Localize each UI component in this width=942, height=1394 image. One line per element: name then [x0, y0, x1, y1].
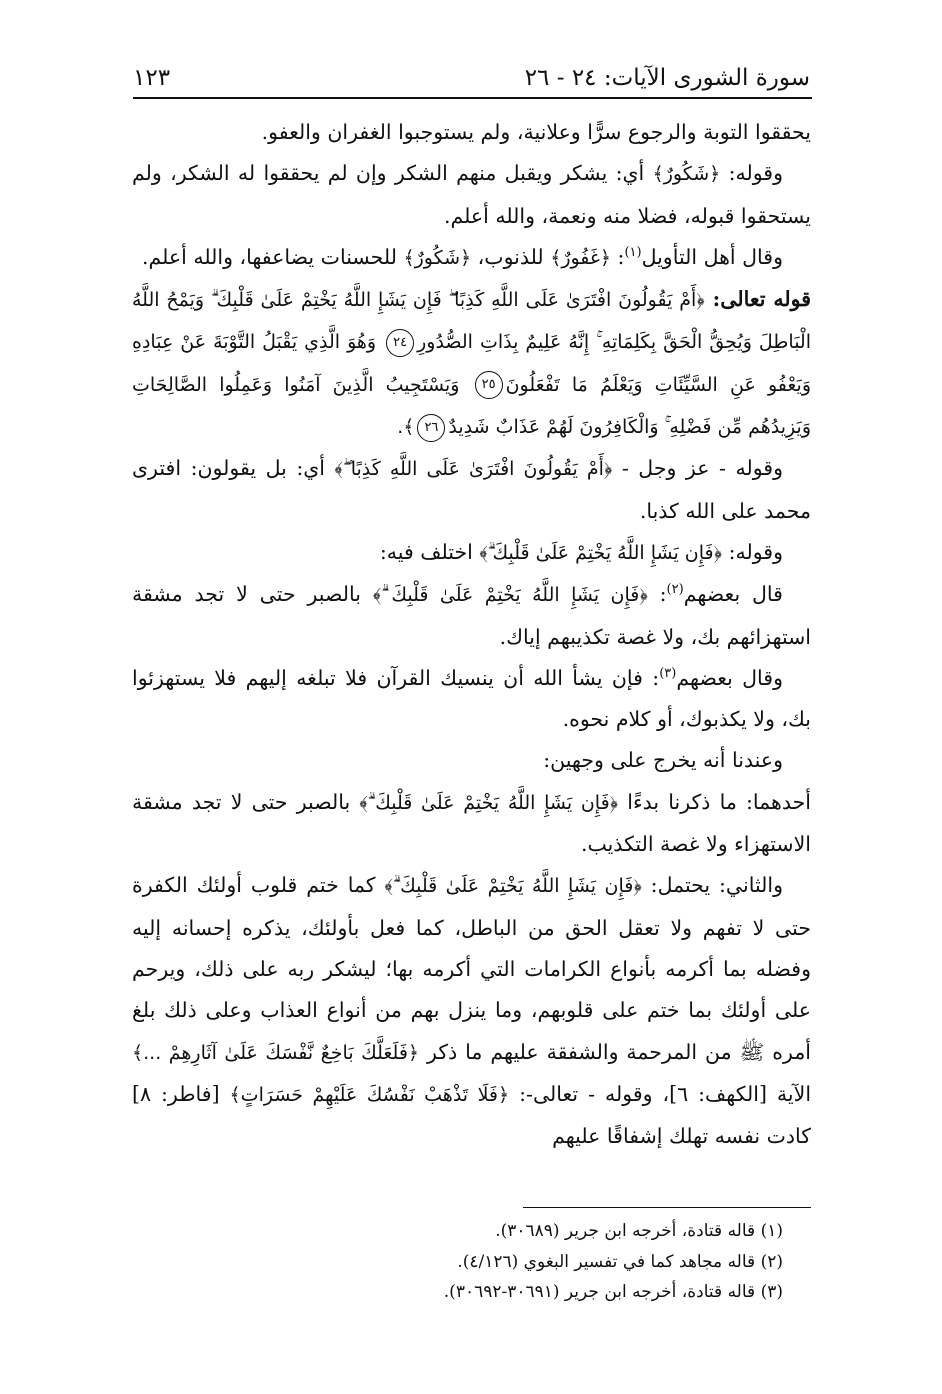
header-title: سورة الشورى الآيات: ٢٤ - ٢٦ — [524, 65, 810, 91]
paragraph-text: : فإن يشأ الله أن ينسيك القرآن فلا تبلغه إليهم فلا يستهزئوا بك، ولا يكذبوك، أو كلام نحوه. — [132, 665, 811, 732]
footnote-ref: (٢) — [666, 582, 684, 598]
paragraph — [132, 740, 811, 781]
paragraph — [132, 153, 811, 237]
quran-quote: ﴿غَفُورٌ﴾ — [550, 246, 611, 269]
paragraph — [132, 658, 811, 741]
paragraph — [132, 237, 811, 279]
paragraph-text: وقوله: — [720, 161, 783, 186]
footnote-ref: (٣) — [659, 666, 677, 682]
paragraph — [132, 865, 811, 1157]
ayah-number-marker: ٢٦ — [417, 414, 445, 442]
quran-quote: ﴿شَكُورٌ﴾ — [403, 246, 472, 269]
running-header — [133, 58, 810, 98]
paragraph — [132, 448, 811, 532]
paragraph-text: للحسنات يضاعفها، والله أعلم. — [141, 244, 404, 269]
paragraph — [132, 532, 811, 574]
paragraph-text: أي: بل يقولون: افترى محمد على الله كذبا. — [132, 456, 811, 523]
quran-quote: ﴿فَإِن يَشَإِ اللَّهُ يَخْتِمْ عَلَىٰ قَلْبِكَ ۗ﴾ — [479, 541, 723, 564]
paragraph — [132, 782, 811, 866]
paragraph-text: وقال بعضهم — [676, 665, 784, 690]
main-text — [132, 112, 811, 1157]
page-number: ١٢٣ — [133, 65, 171, 91]
quran-quote: ﴿فَلَا تَذْهَبْ نَفْسُكَ عَلَيْهِمْ حَسَرَاتٍ﴾ — [229, 1083, 510, 1106]
paragraph-text: أحدهما: ما ذكرنا بدءًا — [618, 789, 811, 814]
quran-verse-end: ﴾. — [397, 416, 415, 439]
quran-verse: وَهُوَ الَّذِي يَقْبَلُ التَّوْبَةَ عَنْ عِبَادِهِ وَيَعْفُو عَنِ السَّيِّئَاتِ وَيَعْلَمُ مَا تَفْعَلُونَ — [132, 331, 811, 396]
ayah-number-marker: ٢٤ — [386, 329, 414, 357]
paragraph-text: وقوله: — [722, 539, 783, 564]
quran-quote: ﴿فَلَعَلَّكَ بَاخِعٌ نَّفْسَكَ عَلَىٰ آثَارِهِمْ ...﴾ — [132, 1041, 420, 1064]
paragraph — [132, 574, 811, 658]
paragraph-text: وقال أهل التأويل — [641, 244, 783, 269]
footnote: (١) قاله قتادة، أخرجه ابن جرير (٣٠٦٨٩). — [495, 1221, 783, 1241]
paragraph-text: للذنوب، — [471, 244, 551, 269]
verse-lead: قوله تعالى: — [704, 287, 811, 312]
footnote: (٢) قاله مجاهد كما في تفسير البغوي (٤/١٢٦). — [457, 1251, 783, 1272]
header-rule — [133, 97, 812, 99]
paragraph-text: يحققوا التوبة والرجوع سرًّا وعلانية، ولم يستوجبوا الغفران والعفو. — [261, 120, 811, 144]
paragraph-text: : — [611, 244, 625, 269]
verse-block — [132, 279, 811, 448]
quran-quote: ﴿فَإِن يَشَإِ اللَّهُ يَخْتِمْ عَلَىٰ قَلْبِكَ ۗ﴾ — [384, 875, 642, 898]
paragraph-text: كما ختم قلوب أولئك الكفرة حتى لا تفهم ولا تعقل الحق من الباطل، كما فعل بأولئك، يذكره إحسانه إليه وفضله بما أكرمه بأنواع الكرامات التي أكرمه بها؛ ليشكر ربه على ذلك، ويرحم على أولئك بما ختم على قلوبهم، وما ينزل بهم من أنواع العذاب وعلى ذلك بلغ أمره ﷺ من المرحمة والشفقة عليهم ما ذكر — [132, 873, 811, 1064]
footnotes — [300, 1216, 811, 1308]
paragraph-text: قال بعضهم — [683, 582, 783, 607]
paragraph-text: الآية [الكهف: ٦]، وقوله - تعالى-: — [509, 1081, 812, 1106]
paragraph-text: بالصبر حتى لا تجد مشقة الاستهزاء ولا غصة التكذيب. — [132, 789, 811, 857]
quran-quote: ﴿فَإِن يَشَإِ اللَّهُ يَخْتِمْ عَلَىٰ قَلْبِكَ ۗ﴾ — [372, 584, 648, 607]
paragraph-text: [فاطر: ٨] كادت نفسه تهلك إشفاقًا عليهم — [132, 1081, 811, 1149]
paragraph-text: اختلف فيه: — [379, 539, 480, 564]
quran-quote: ﴿شَكُورٌ﴾ — [652, 163, 721, 186]
quran-verse: ﴿أَمْ يَقُولُونَ افْتَرَىٰ عَلَى اللَّهِ كَذِبًا ۖ فَإِن يَشَإِ اللَّهُ يَخْتِمْ عَلَىٰ قَلْبِكَ ۗ وَيَمْحُ اللَّهُ الْبَاطِلَ وَيُحِقُّ الْحَقَّ بِكَلِمَاتِهِ ۚ إِنَّهُ عَلِيمٌ بِذَاتِ الصُّدُورِ — [132, 289, 811, 354]
paragraph-text: وقوله - عز وجل - — [612, 456, 783, 481]
paragraph-text: والثاني: يحتمل: — [641, 873, 783, 898]
ayah-number-marker: ٢٥ — [475, 371, 503, 399]
quran-verse: وَيَسْتَجِيبُ الَّذِينَ آمَنُوا وَعَمِلُوا الصَّالِحَاتِ وَيَزِيدُهُم مِّن فَضْلِهِ ۚ وَالْكَافِرُونَ لَهُمْ عَذَابٌ شَدِيدٌ — [132, 373, 811, 439]
footnote-rule — [523, 1207, 811, 1208]
paragraph-text: وعندنا أنه يخرج على وجهين: — [543, 748, 783, 773]
quran-quote: ﴿أَمْ يَقُولُونَ افْتَرَىٰ عَلَى اللَّهِ كَذِبًا ۖ﴾ — [334, 458, 613, 481]
footnote-ref: (١) — [624, 245, 642, 261]
paragraph — [132, 112, 811, 153]
quran-quote: ﴿فَإِن يَشَإِ اللَّهُ يَخْتِمْ عَلَىٰ قَلْبِكَ ۗ﴾ — [359, 791, 619, 814]
paragraph-text: : — [647, 582, 667, 607]
paragraph-text: أي: يشكر ويقبل منهم الشكر وإن لم يحققوا له الشكر، ولم يستحقوا قبوله، فضلا منه ونعمة، والله أعلم. — [132, 161, 811, 228]
footnote: (٣) قاله قتادة، أخرجه ابن جرير (٣٠٦٩١-٣٠٦٩٢). — [443, 1282, 783, 1302]
paragraph-text: بالصبر حتى لا تجد مشقة استهزائهم بك، ولا غصة تكذيبهم إياك. — [132, 582, 811, 649]
